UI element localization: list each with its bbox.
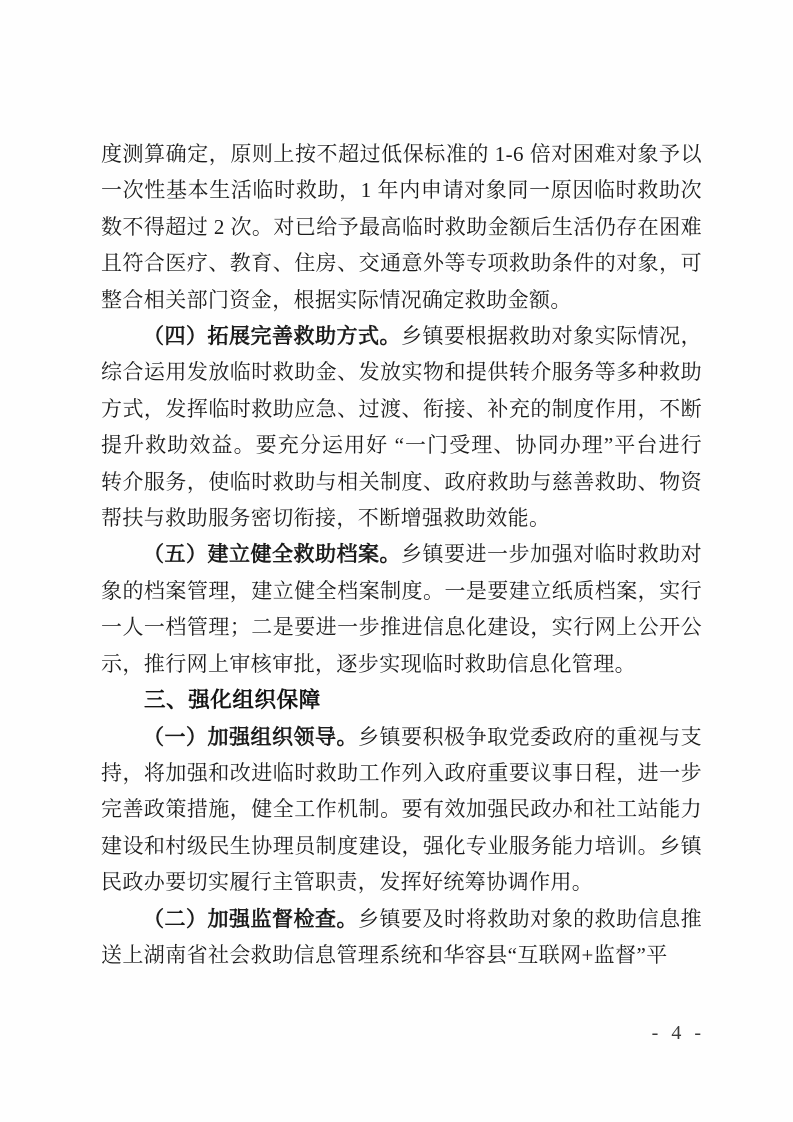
paragraph-text: 乡镇要根据救助对象实际情况，综合运用发放临时救助金、发放实物和提供转介服务等多种救助方式，发挥临时救助应急、过渡、衔接、补充的制度作用，不断提升救助效益。要充分运用好 “一门受理、协同办理”平台进行转介服务，使临时救助与相关制度、政府救助与慈善救助、物资帮扶与救助服务密切衔接，不断增强救助效能。 — [101, 324, 702, 531]
section-heading-3: 三、强化组织保障 — [144, 688, 321, 713]
paragraph-lead: （五）建立健全救助档案。 — [143, 542, 402, 567]
paragraph-item-5 — [101, 536, 702, 682]
page-number: - 4 - — [651, 1022, 705, 1044]
paragraph-lead: （二）加强监督检查。 — [143, 906, 359, 931]
paragraph-lead: （四）拓展完善救助方式。 — [143, 324, 402, 349]
paragraph-lead: （一）加强组织领导。 — [143, 724, 359, 749]
paragraph-item-4 — [101, 318, 702, 536]
paragraph-continuation — [101, 136, 702, 318]
paragraph-text: 乡镇要及时将救助对象的救助信息推送上湖南省社会救助信息管理系统和华容县“互联网+监督”平 — [101, 906, 703, 967]
paragraph-text: 乡镇要进一步加强对临时救助对象的档案管理，建立健全档案制度。一是要建立纸质档案，实行一人一档管理；二是要进一步推进信息化建设，实行网上公开公示，推行网上审核审批，逐步实现临时救助信息化管理。 — [101, 542, 702, 676]
paragraph-text: 乡镇要积极争取党委政府的重视与支持，将加强和改进临时救助工作列入政府重要议事日程，进一步完善政策措施，健全工作机制。要有效加强民政办和社工站能力建设和村级民生协理员制度建设，强化专业服务能力培训。乡镇民政办要切实履行主管职责，发挥好统筹协调作用。 — [101, 724, 703, 895]
paragraph-sub-1 — [101, 719, 702, 901]
document-body — [101, 136, 702, 973]
paragraph-text: 度测算确定，原则上按不超过低保标准的 1-6 倍对困难对象予以一次性基本生活临时救助，1 年内申请对象同一原因临时救助次数不得超过 2 次。对已给予最高临时救助金额后生活仍存在困难且符合医疗、教育、住房、交通意外等专项救助条件的对象，可整合相关部门资金，根据实际情况确定救助金额。 — [101, 142, 702, 312]
paragraph-sub-2 — [101, 901, 702, 974]
